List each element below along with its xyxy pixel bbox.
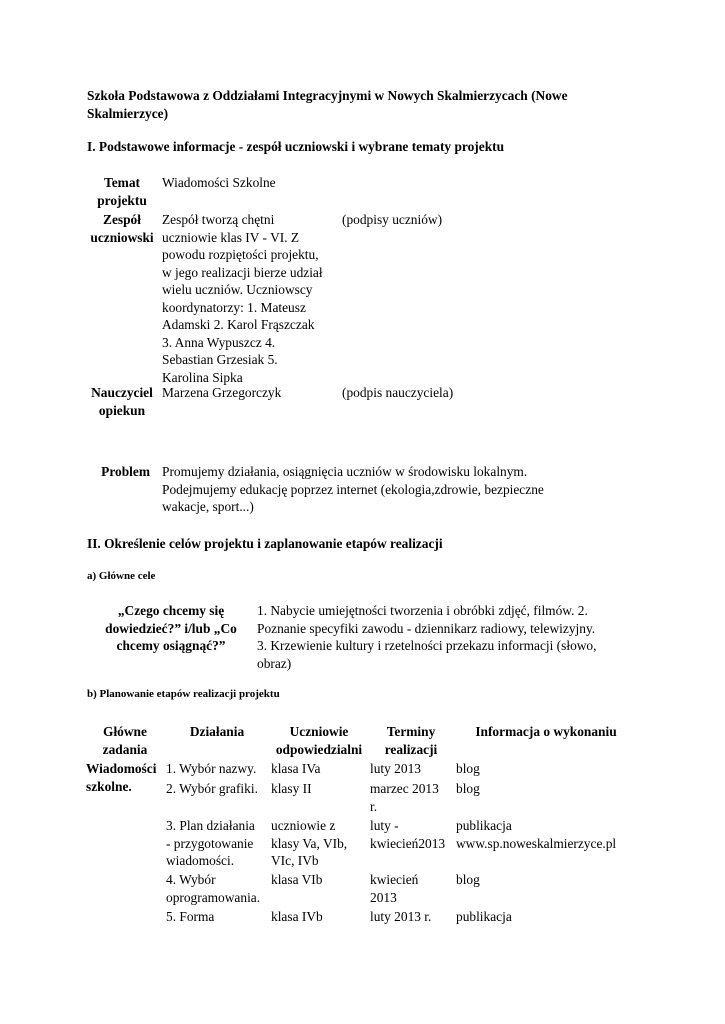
plan-row-5-termin: luty 2013 r. xyxy=(370,909,432,924)
label-nauczyciel: Nauczyciel opiekun xyxy=(91,385,153,418)
header-dzialania: Działania xyxy=(189,724,245,739)
plan-row-1-info: blog xyxy=(456,761,480,776)
plan-row-3-uczniowie: uczniowie z klasy Va, VIb, VIc, IVb xyxy=(271,818,348,868)
section-2-title: II. Określenie celów projektu i zaplanowanie etapów realizacji xyxy=(87,536,443,551)
school-name: Szkoła Podstawowa z Oddziałami Integracyjnymi w Nowych Skalmierzycach (Nowe Skalmierzyce) xyxy=(87,88,568,121)
plan-row-1-dzialanie: 1. Wybór nazwy. xyxy=(166,761,257,776)
plan-row-5-uczniowie: klasa IVb xyxy=(271,909,323,924)
header-uczniowie: Uczniowie odpowiedzialni xyxy=(275,724,363,757)
sign-uczniowie: (podpisy uczniów) xyxy=(342,212,443,227)
value-nauczyciel: Marzena Grzegorczyk xyxy=(162,385,282,400)
plan-row-2-termin: marzec 2013 r. xyxy=(370,781,439,814)
subsection-a-title: a) Główne cele xyxy=(87,570,156,582)
plan-row-5-info: publikacja xyxy=(456,909,512,924)
header-zadania: Główne zadania xyxy=(102,724,148,757)
plan-row-1-termin: luty 2013 xyxy=(370,761,421,776)
value-zespol: Zespół tworzą chętni uczniowie klas IV - VI. Z powodu rozpiętości projektu, w jego realizacji bierze udział wielu uczniów. Uczniowscy koordynatorzy: 1. Mateusz Adamski 2. Karol Frąszczak 3. Anna Wypuszcz 4. Sebastian Grzesiak 5. Karolina Sipka xyxy=(162,212,323,385)
header-terminy: Terminy realizacji xyxy=(384,724,438,757)
main-task: Wiadomości szkolne. xyxy=(86,761,157,794)
plan-row-2-info: blog xyxy=(456,781,480,796)
sign-nauczyciel: (podpis nauczyciela) xyxy=(342,385,454,400)
header-informacja: Informacja o wykonaniu xyxy=(475,724,617,739)
plan-row-1-uczniowie: klasa IVa xyxy=(271,761,321,776)
plan-row-3-dzialanie: 3. Plan działania - przygotowanie wiadomości. xyxy=(166,818,255,868)
goal-question: „Czego chcemy się dowiedzieć?” i/lub „Co chcemy osiągnąć?” xyxy=(105,603,237,653)
plan-row-2-uczniowie: klasy II xyxy=(271,781,312,796)
plan-row-5-dzialanie: 5. Forma xyxy=(166,909,215,924)
value-problem: Promujemy działania, osiągnięcia uczniów w środowisku lokalnym. Podejmujemy edukację poprzez internet (ekologia,zdrowie, bezpieczne wakacje, sport...) xyxy=(162,464,544,514)
value-temat: Wiadomości Szkolne xyxy=(162,175,276,190)
goal-answer: 1. Nabycie umiejętności tworzenia i obróbki zdjęć, filmów. 2. Poznanie specyfiki zawodu - dziennikarz radiowy, telewizyjny. 3. Krzewienie kultury i rzetelności przekazu informacji (słowo, obraz) xyxy=(257,603,597,671)
plan-row-4-uczniowie: klasa VIb xyxy=(271,872,323,887)
plan-row-3-termin: luty - kwiecień2013 xyxy=(370,818,446,851)
section-1-title: I. Podstawowe informacje - zespół uczniowski i wybrane tematy projektu xyxy=(87,139,505,154)
plan-row-3-info: publikacja www.sp.noweskalmierzyce.pl xyxy=(456,818,617,851)
plan-row-4-info: blog xyxy=(456,872,480,887)
plan-row-4-dzialanie: 4. Wybór oprogramowania. xyxy=(166,872,261,905)
subsection-b-title: b) Planowanie etapów realizacji projektu xyxy=(87,688,280,700)
label-zespol: Zespół uczniowski xyxy=(90,212,154,245)
label-problem: Problem xyxy=(101,464,150,479)
plan-row-2-dzialanie: 2. Wybór grafiki. xyxy=(166,781,258,796)
plan-row-4-termin: kwiecień 2013 xyxy=(370,872,419,905)
label-temat: Temat projektu xyxy=(97,175,147,208)
